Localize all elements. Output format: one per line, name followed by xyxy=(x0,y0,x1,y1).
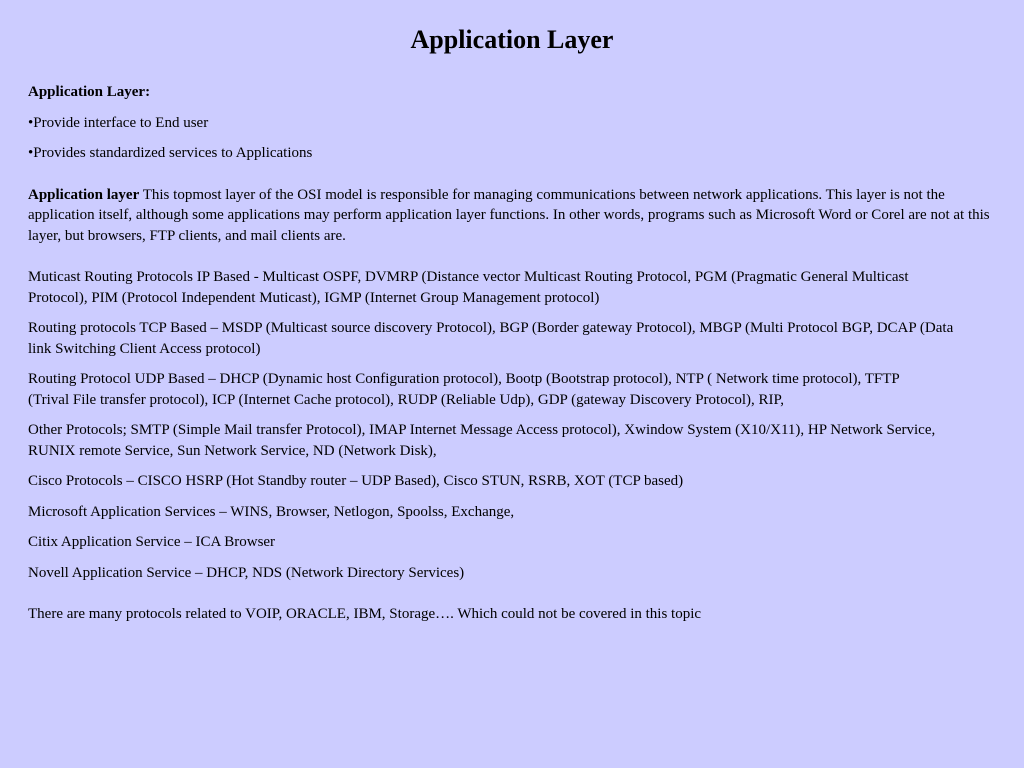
protocol-item-citrix: Citix Application Service – ICA Browser xyxy=(28,534,276,550)
protocol-item-multicast: Muticast Routing Protocols IP Based - Multicast OSPF, DVMRP (Distance vector Multicast Routing Protocol, PGM (Pragmatic General Multicast Protocol), PIM (Protocol Independent Muticast), IGMP (Internet Group Management protocol) xyxy=(28,269,909,306)
protocol-item-udp: Routing Protocol UDP Based – DHCP (Dynamic host Configuration protocol), Bootp (Bootstrap protocol), NTP ( Network time protocol), TFTP (Trival File transfer protocol), ICP (Internet Cache protocol), RUDP (Reliable Udp), GDP (gateway Discovery Protocol), RIP, xyxy=(28,371,900,408)
protocol-item-microsoft: Microsoft Application Services – WINS, Browser, Netlogon, Spoolss, Exchange, xyxy=(28,503,515,520)
protocol-item-other: Other Protocols; SMTP (Simple Mail transfer Protocol), IMAP Internet Message Access protocol), Xwindow System (X10/X11), HP Network Service, RUNIX remote Service, Sun Network Service, ND (Network Disk), xyxy=(28,422,936,459)
intro-bullet-1: •Provide interface to End user xyxy=(28,114,209,131)
page-title: Application Layer xyxy=(410,25,614,54)
intro-bullet-2: •Provides standardized services to Applications xyxy=(28,145,313,161)
closing-note: There are many protocols related to VOIP, ORACLE, IBM, Storage…. Which could not be covered in this topic xyxy=(28,606,702,622)
definition-text: This topmost layer of the OSI model is responsible for managing communications between network applications. This layer is not the application itself, although some applications may perform application layer functions. In other words, programs such as Microsoft Word or Corel are not at this layer, but browsers, FTP clients, and mail clients are. xyxy=(28,186,990,244)
definition-lead: Application layer xyxy=(28,186,140,203)
protocol-item-tcp: Routing protocols TCP Based – MSDP (Multicast source discovery Protocol), BGP (Border gateway Protocol), MBGP (Multi Protocol BGP, DCAP (Data link Switching Client Access protocol) xyxy=(28,320,954,357)
intro-heading: Application Layer: xyxy=(28,84,151,100)
protocol-item-cisco: Cisco Protocols – CISCO HSRP (Hot Standby router – UDP Based), Cisco STUN, RSRB, XOT (TCP based) xyxy=(28,473,684,489)
slide-body xyxy=(28,82,1010,625)
protocol-item-novell: Novell Application Service – DHCP, NDS (Network Directory Services) xyxy=(28,564,465,581)
definition-paragraph xyxy=(28,185,1008,247)
